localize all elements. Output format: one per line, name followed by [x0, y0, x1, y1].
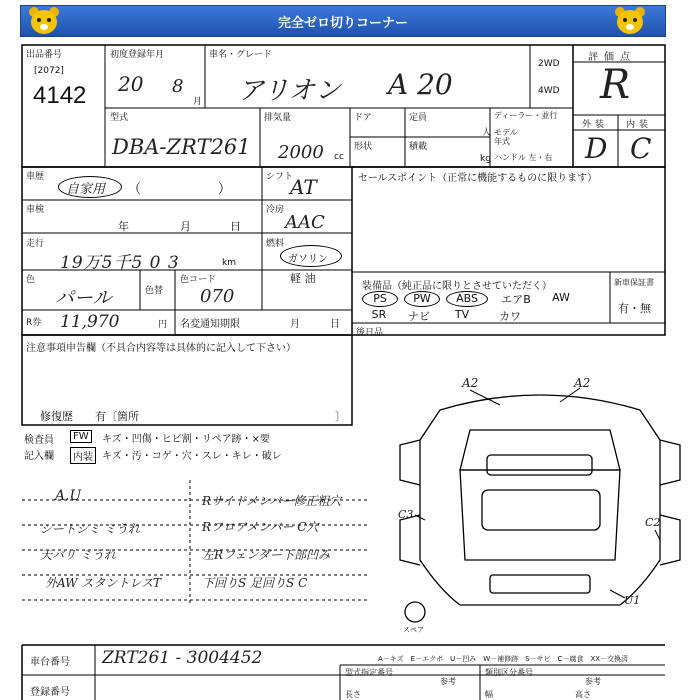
- color-code: 070: [200, 286, 235, 307]
- int-value: C: [630, 132, 652, 165]
- name-change-label: 名変通知期限: [180, 319, 240, 330]
- inspection-day: 日: [230, 220, 241, 233]
- color-value: パール: [55, 287, 112, 309]
- ext-value: D: [585, 132, 608, 165]
- chassis-label: 車台番号: [30, 657, 70, 668]
- shape-label: 形状: [354, 142, 373, 152]
- usage-value: 自家用: [66, 182, 106, 197]
- rating-value: R: [600, 62, 631, 108]
- diagram-mark-front-left: A2: [462, 376, 479, 390]
- recycle-value: 11,970: [60, 312, 120, 332]
- diagram-mark-right: C2: [645, 516, 661, 529]
- remark-right-3: 左Rフェンダー下部凹み: [202, 548, 330, 562]
- color-code-label: 色コード: [180, 275, 217, 285]
- equip-leather: カワ: [499, 310, 521, 323]
- sales-point-label: セールスポイント（正常に機能するものに限ります）: [358, 173, 598, 184]
- equip-abs: ABS: [446, 291, 488, 307]
- remark-right-1: Rサイドメンバー修正粗穴: [202, 494, 342, 508]
- equip-navi: ナビ: [408, 310, 430, 323]
- equip-sr: SR: [371, 308, 387, 321]
- banner-title: 完全ゼロ切りコーナー: [277, 16, 408, 31]
- model-year-label: モデル年式: [494, 128, 518, 146]
- usage-label: 車歴: [26, 172, 45, 182]
- width-label: 幅: [485, 690, 493, 699]
- length-label: 長さ: [345, 690, 361, 699]
- diagram-mark-rear: U1: [624, 594, 641, 607]
- mileage-label: 走行: [26, 239, 45, 249]
- inspector-label-2: 記入欄: [24, 451, 54, 462]
- damage-legend: A－キズ E－エクボ U－凹み W－補修跡 S－サビ C－腐食 XX－交換済: [378, 655, 629, 663]
- chassis-value: ZRT261 - 3004452: [102, 648, 263, 668]
- rear-seat-label: 後日品: [356, 328, 384, 338]
- recycle-label: R券: [26, 318, 42, 328]
- mileage-unit: km: [222, 258, 236, 268]
- remark-2: シートシミ ミうれ: [40, 522, 140, 536]
- ext-label: 外装: [582, 120, 609, 130]
- equip-pw: PW: [404, 291, 440, 307]
- inspection-label: 車検: [26, 205, 45, 215]
- spare-label: スペア: [403, 626, 424, 634]
- diagram-leaders: [415, 388, 660, 598]
- inner-items: キズ・汚・コゲ・穴・スレ・キレ・破レ: [102, 451, 282, 462]
- first-reg-unit: 月: [193, 97, 203, 107]
- color-label: 色: [26, 275, 36, 285]
- equipment-label: 装備品（純正品に限りとさせていただく）: [362, 281, 552, 292]
- shift-label: シフト: [266, 172, 294, 182]
- inspection-month: 月: [180, 220, 191, 233]
- ac-value: AAC: [285, 212, 325, 233]
- ref-label-2: 参考: [585, 677, 601, 686]
- equipment-row-1: [362, 291, 578, 307]
- fw-tag: FW: [70, 430, 92, 443]
- ac-label: 冷房: [266, 205, 285, 215]
- drive-4wd: 4WD: [538, 86, 560, 96]
- lot-label: 出品番号: [26, 50, 63, 60]
- fuel-alt: 軽 油: [290, 272, 316, 285]
- model-spec-label: 型式指定番号: [345, 668, 393, 677]
- recycle-unit: 円: [158, 320, 168, 330]
- mileage-value: 19万5千5 0 3: [60, 253, 180, 273]
- load-unit: kg: [480, 154, 491, 164]
- displacement-label: 排気量: [264, 113, 292, 123]
- door-label: ドア: [354, 113, 372, 123]
- load-label: 積載: [409, 142, 428, 152]
- equip-airbag: エアB: [501, 293, 531, 306]
- name-change-month: 月: [290, 319, 300, 330]
- lot-number: 4142: [33, 82, 87, 109]
- ref-label-1: 参考: [440, 677, 456, 686]
- repaint-label: 色替: [145, 286, 164, 296]
- notes-label: 注意事項申告欄（不具合内容等は具体的に記入して下さい）: [26, 343, 296, 354]
- equip-tv: TV: [454, 308, 470, 321]
- first-reg-month: 8: [172, 76, 184, 97]
- car-label: 車名・グレード: [209, 50, 273, 60]
- capacity-label: 定員: [409, 113, 428, 123]
- height-label: 高さ: [575, 690, 591, 699]
- diagram-mark-left: C3: [398, 508, 414, 521]
- equipment-row-2: [362, 308, 532, 324]
- remark-right-4: 下回りS 足回りS C: [202, 576, 308, 590]
- car-grade: A 20: [388, 68, 453, 101]
- displacement-value: 2000: [278, 142, 324, 163]
- model-value: DBA-ZRT261: [112, 135, 251, 159]
- fuel-label: 燃料: [266, 239, 285, 249]
- rating-label: 評価点: [588, 52, 636, 63]
- car-name: アリオン: [238, 76, 341, 106]
- car-body-diagram: [400, 395, 680, 622]
- name-change-day: 日: [330, 319, 340, 330]
- shift-value: AT: [290, 175, 317, 199]
- int-label: 内装: [626, 120, 653, 130]
- equip-aw: AW: [552, 291, 570, 304]
- first-reg-year: 20: [118, 72, 144, 96]
- class-code-label: 類別区分番号: [485, 668, 533, 677]
- repair-history-end: 〕: [335, 410, 346, 423]
- model-label: 型式: [110, 113, 129, 123]
- registration-label: 登録番号: [30, 687, 70, 698]
- capacity-unit: 人: [482, 128, 492, 138]
- remark-right-2: Rフロアメンバー C穴: [202, 520, 319, 534]
- equip-ps: PS: [362, 291, 398, 307]
- inspection-year: 年: [118, 220, 129, 233]
- warranty-label: 新車保証書: [614, 278, 654, 287]
- repair-history: 修復歴 有〔箇所: [40, 410, 139, 423]
- remark-1: A.U: [55, 488, 82, 504]
- dealer-label: ディーラー・並行: [494, 111, 558, 120]
- fuel-value: ガソリン: [288, 254, 328, 265]
- inspector-label-1: 検査員: [24, 435, 54, 446]
- fw-items: キズ・凹傷・ヒビ割・リペア跡・×要: [102, 434, 270, 445]
- remark-4: 外AW スタントレスT: [45, 576, 161, 590]
- diagram-mark-front-right: A2: [574, 376, 591, 390]
- inner-tag: 内装: [70, 447, 96, 464]
- warranty-value: 有・無: [618, 302, 651, 315]
- usage-paren: （ ）: [128, 182, 234, 197]
- remark-3: 天バリ ミうれ: [40, 548, 116, 562]
- displacement-unit: cc: [334, 152, 344, 162]
- first-reg-label: 初度登録年月: [110, 50, 165, 60]
- handle-label: ハンドル 左・右: [494, 153, 553, 162]
- lot-sub: [2072]: [34, 66, 64, 76]
- drive-2wd: 2WD: [538, 59, 560, 69]
